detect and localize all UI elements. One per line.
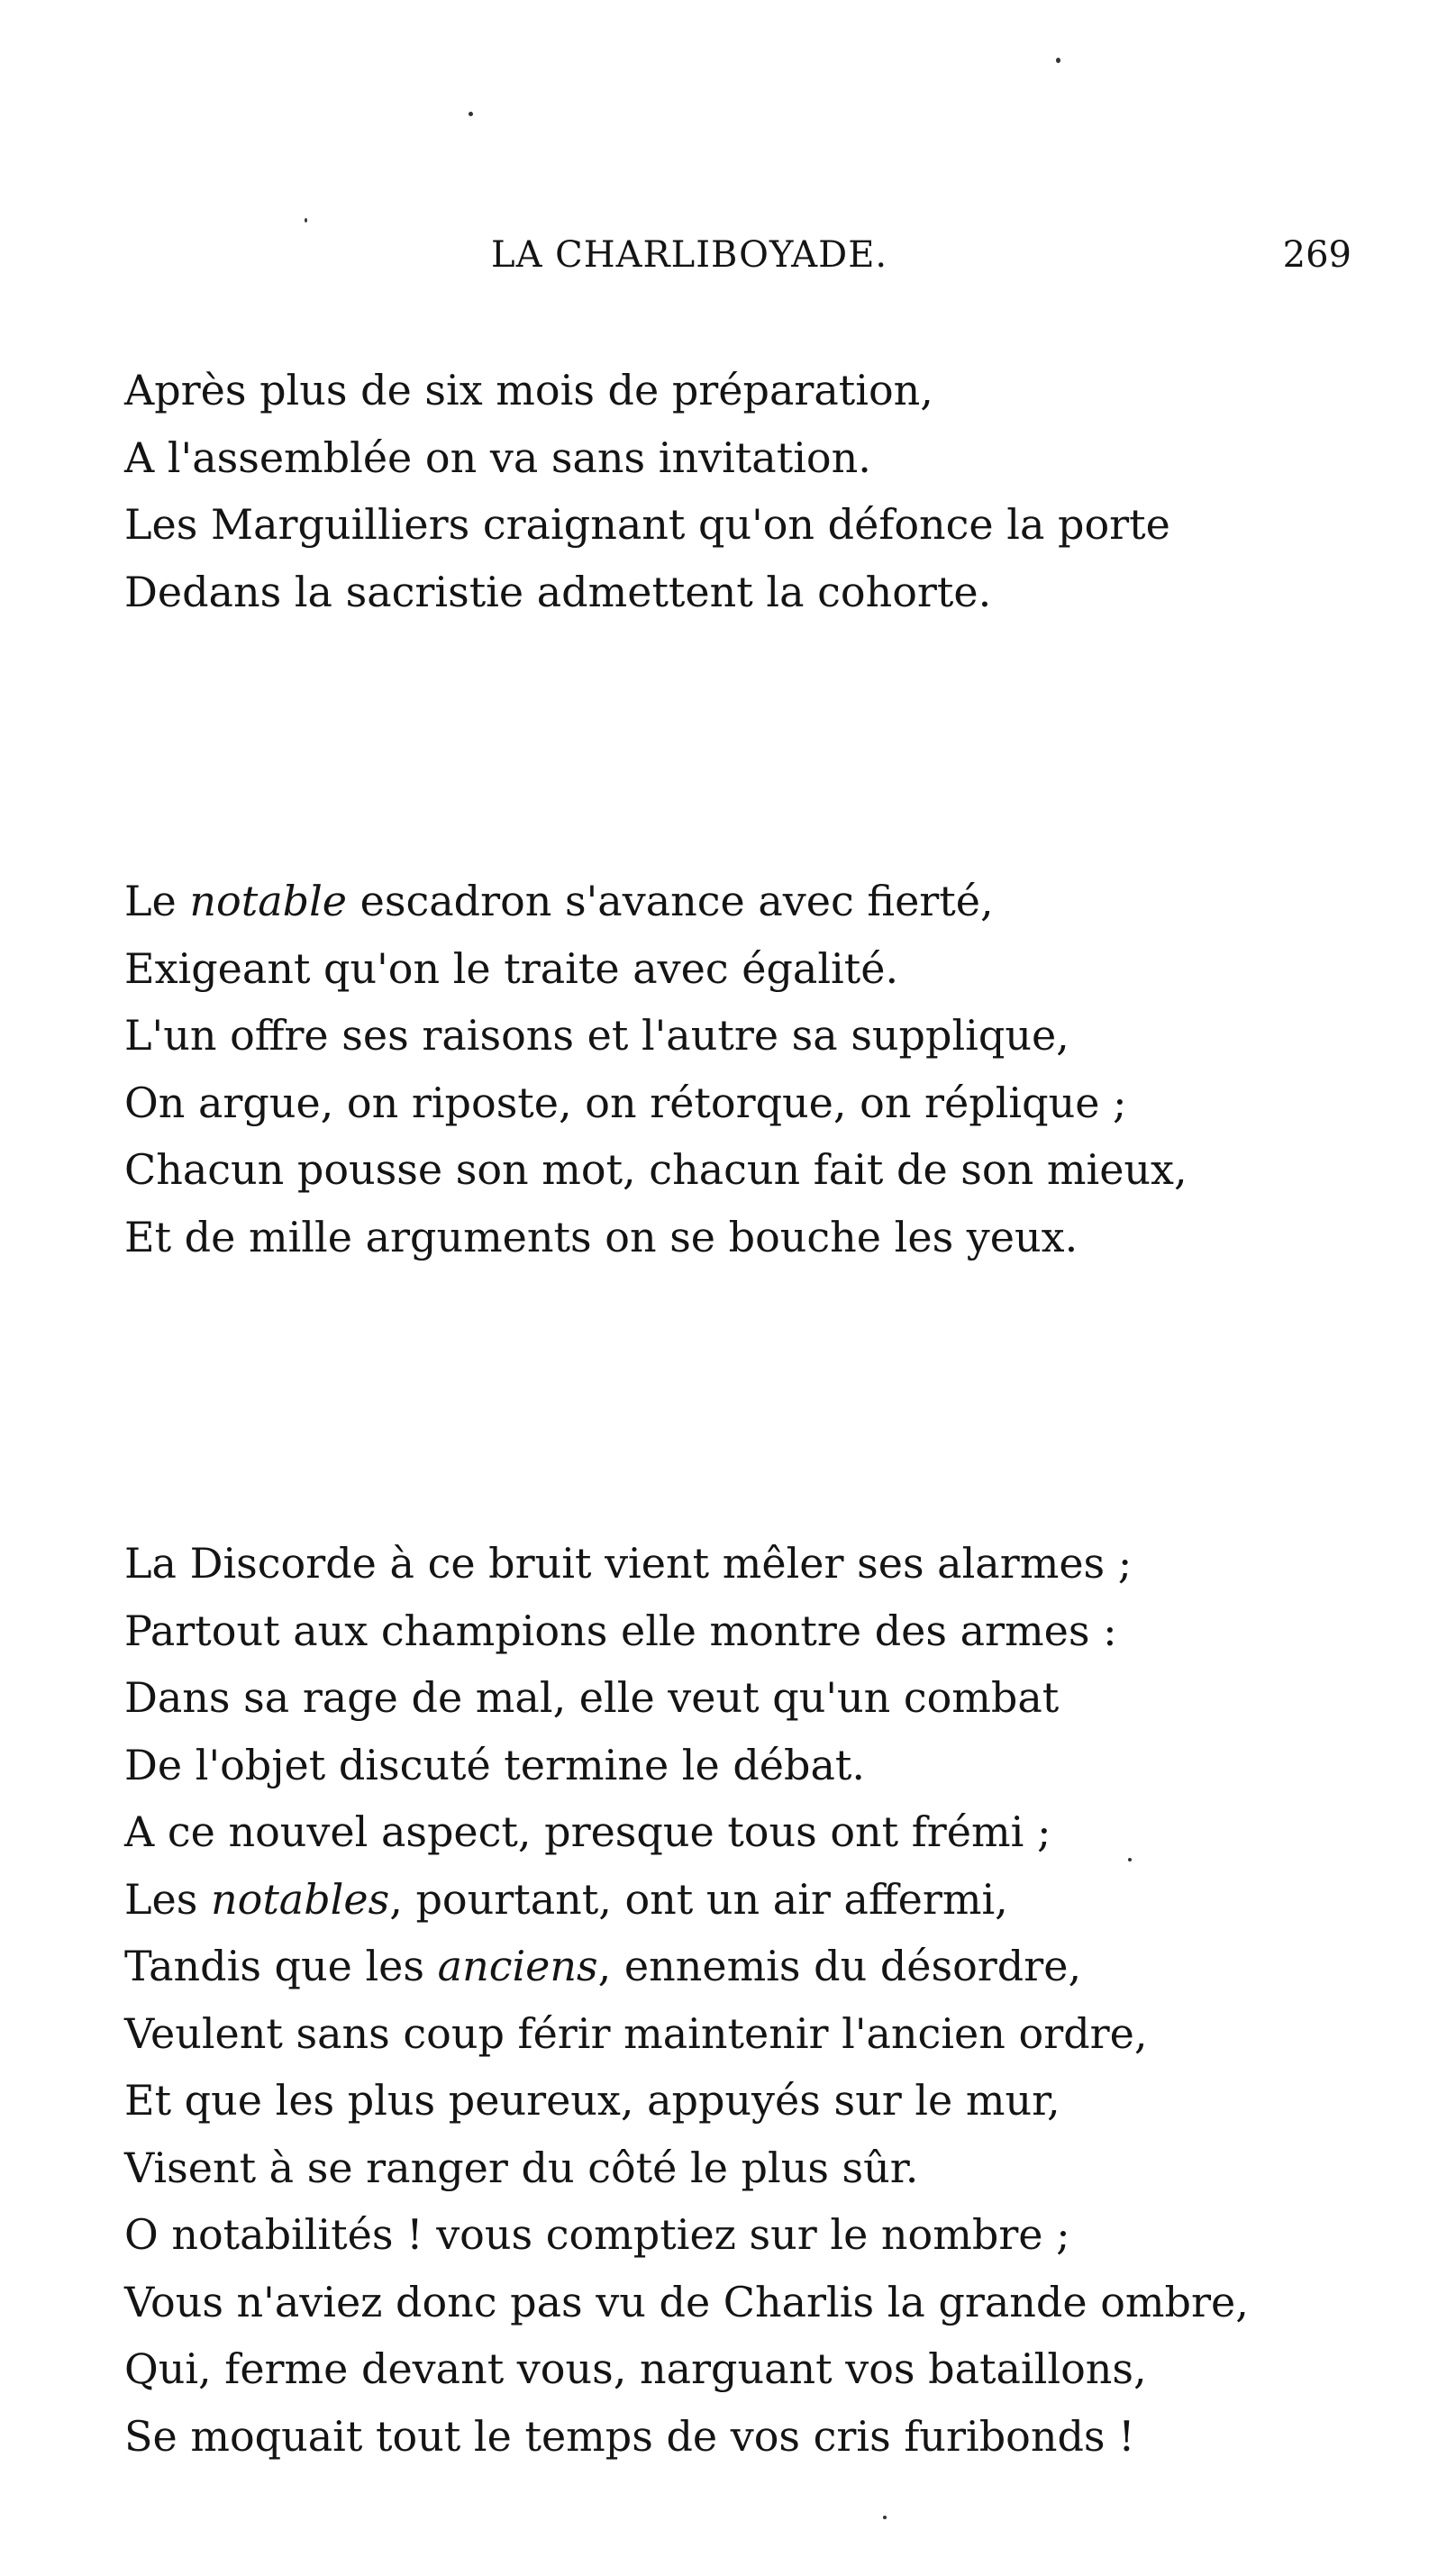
verse-text: Le — [124, 877, 190, 925]
verse-text: escadron s'avance avec fierté, — [347, 877, 994, 925]
verse-line: De l'objet discuté termine le débat. — [124, 1740, 866, 1789]
verse-line — [124, 1866, 1249, 1934]
verse-line: Et que les plus peureux, appuyés sur le mur, — [124, 2076, 1060, 2125]
verse-line — [124, 1933, 1249, 2000]
verse-line: A ce nouvel aspect, presque tous ont frémi ; — [124, 1807, 1051, 1856]
scan-speck — [469, 112, 473, 116]
verse-line: Exigeant qu'on le traite avec égalité. — [124, 943, 899, 993]
verse-line: L'un offre ses raisons et l'autre sa supplique, — [124, 1011, 1069, 1060]
verse-line: Chacun pousse son mot, chacun fait de son mieux, — [124, 1145, 1188, 1194]
page-header — [0, 234, 1447, 288]
verse-line: Dedans la sacristie admettent la cohorte. — [124, 567, 992, 616]
scan-speck — [1128, 1858, 1132, 1861]
scan-speck — [883, 2516, 887, 2519]
verse-line: Se moquait tout le temps de vos cris furibonds ! — [124, 2411, 1135, 2461]
stanza-2 — [124, 868, 1188, 1270]
stanza-1 — [124, 357, 1170, 625]
verse-line: On argue, on riposte, on rétorque, on réplique ; — [124, 1078, 1127, 1127]
scan-speck — [305, 218, 307, 223]
running-title: LA CHARLIBOYADE. — [491, 234, 888, 276]
verse-text: , pourtant, ont un air affermi, — [389, 1874, 1008, 1924]
verse-text: Tandis que les — [124, 1942, 438, 1990]
verse-line: Les Marguilliers craignant qu'on défonce la porte — [124, 500, 1170, 549]
verse-line: Partout aux champions elle montre des armes : — [124, 1606, 1117, 1655]
verse-line: Veulent sans coup férir maintenir l'ancien ordre, — [124, 2008, 1148, 2058]
verse-line: Après plus de six mois de préparation, — [124, 366, 933, 414]
verse-line: La Discorde à ce bruit vient mêler ses alarmes ; — [124, 1539, 1133, 1588]
italic-word: anciens — [437, 1942, 598, 1990]
stanza-3 — [124, 1530, 1249, 2470]
page-number: 269 — [1282, 234, 1351, 276]
verse-line: Visent à se ranger du côté le plus sûr. — [124, 2143, 919, 2192]
scan-speck — [1056, 58, 1060, 63]
italic-word: notables — [211, 1874, 390, 1924]
verse-text: , ennemis du désordre, — [597, 1942, 1082, 1990]
verse-text: Les — [124, 1874, 211, 1924]
italic-word: notable — [189, 877, 348, 925]
verse-line: O notabilités ! vous comptiez sur le nombre ; — [124, 2210, 1070, 2259]
verse-line: A l'assemblée on va sans invitation. — [124, 432, 871, 482]
verse-line: Vous n'aviez donc pas vu de Charlis la grande ombre, — [124, 2277, 1249, 2326]
verse-line: Et de mille arguments on se bouche les yeux. — [124, 1212, 1078, 1261]
verse-line — [124, 868, 1188, 935]
verse-line: Qui, ferme devant vous, narguant vos bataillons, — [124, 2344, 1147, 2393]
verse-line: Dans sa rage de mal, elle veut qu'un combat — [124, 1673, 1060, 1722]
